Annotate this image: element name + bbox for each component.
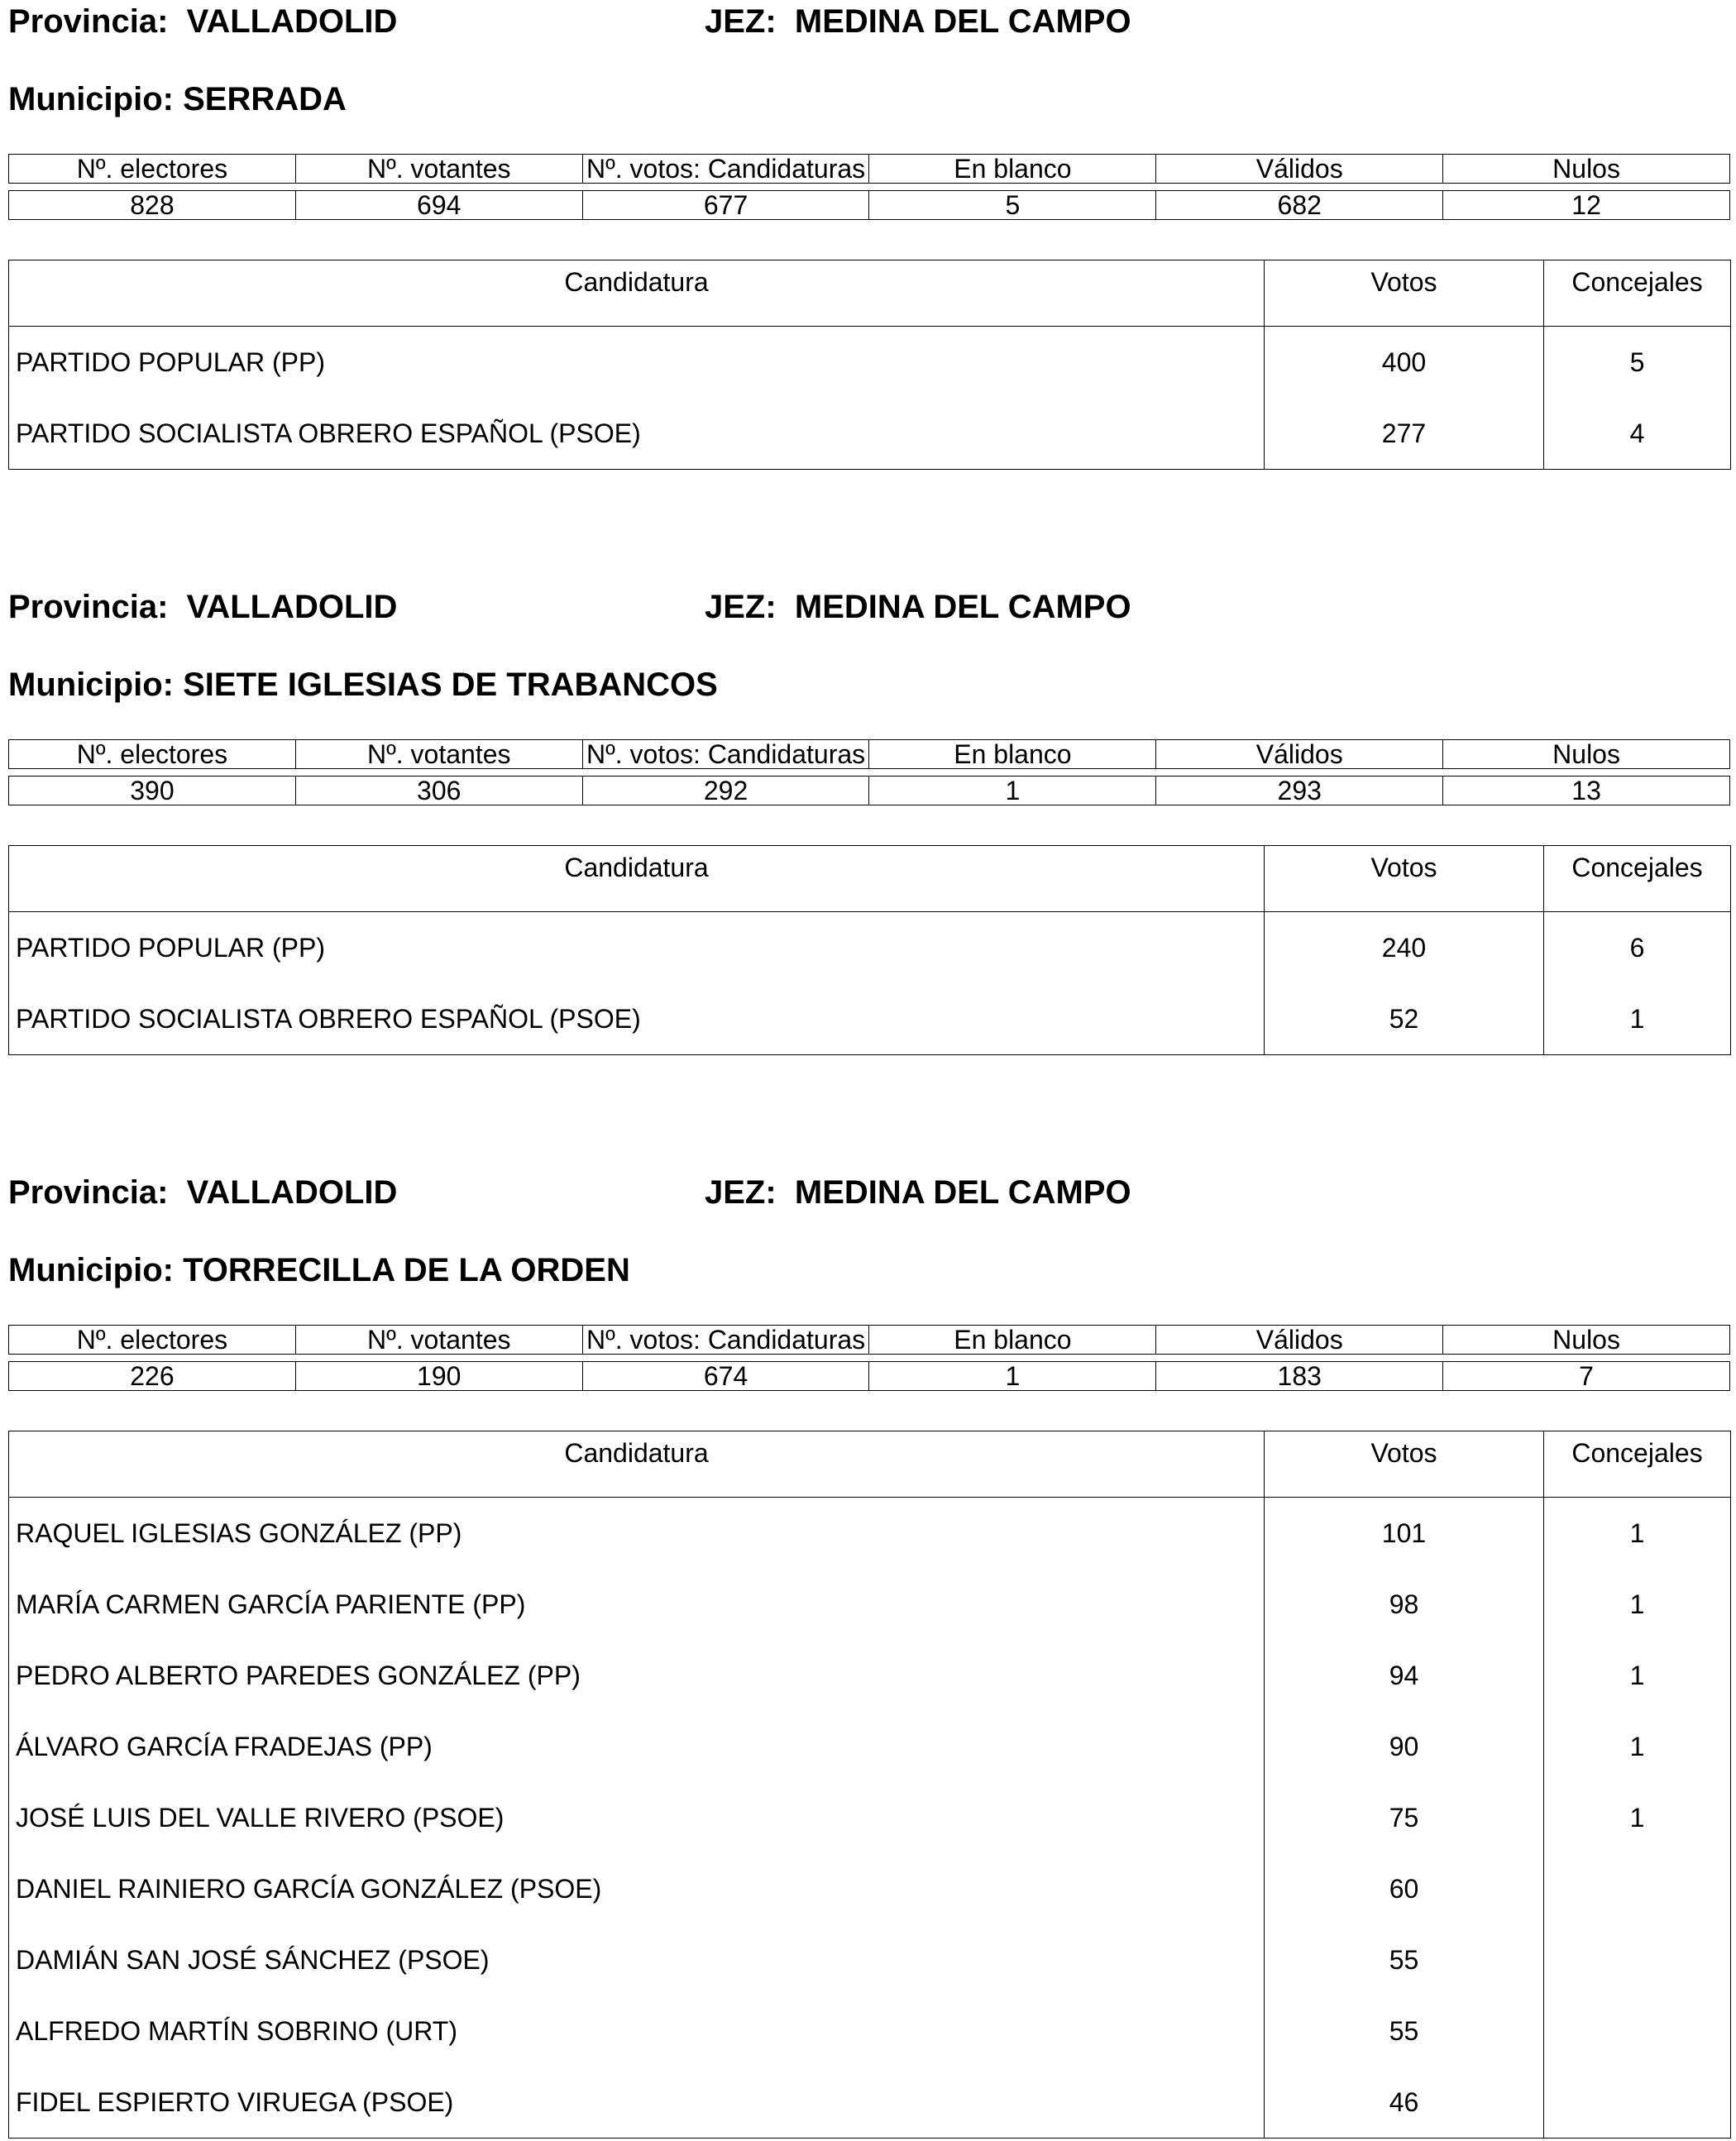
provincia-label: Provincia: <box>8 589 169 625</box>
municipio-value: SERRADA <box>183 81 347 117</box>
provincia-heading <box>8 1174 397 1216</box>
header-concejales: Concejales <box>1544 260 1731 327</box>
stats-validos: 682 <box>1156 191 1443 220</box>
candidatura-concejales: 1 <box>1544 1640 1731 1711</box>
stats-votos-candidaturas: 677 <box>582 191 869 220</box>
stats-header-nulos: Nulos <box>1443 1326 1730 1355</box>
candidatura-name: DANIEL RAINIERO GARCÍA GONZÁLEZ (PSOE) <box>9 1853 1265 1924</box>
stats-header-row <box>9 155 1730 184</box>
result-row <box>9 1782 1731 1853</box>
candidatura-votos: 46 <box>1265 2067 1544 2139</box>
candidatura-concejales <box>1544 1853 1731 1924</box>
stats-spacer <box>9 769 1730 777</box>
stats-validos: 293 <box>1156 777 1443 805</box>
candidatura-name: PARTIDO SOCIALISTA OBRERO ESPAÑOL (PSOE) <box>9 398 1265 470</box>
municipio-value: TORRECILLA DE LA ORDEN <box>183 1252 630 1288</box>
stats-table <box>8 154 1730 220</box>
stats-nulos: 12 <box>1443 191 1730 220</box>
results-table <box>8 1431 1731 2139</box>
header-candidatura: Candidatura <box>9 846 1265 912</box>
candidatura-concejales: 1 <box>1544 1498 1731 1570</box>
stats-value-row <box>9 777 1730 805</box>
stats-header-electores: Nº. electores <box>9 1326 296 1355</box>
jez-value: MEDINA DEL CAMPO <box>794 589 1131 625</box>
provincia-label: Provincia: <box>8 3 169 40</box>
stats-table <box>8 739 1730 805</box>
stats-header-row <box>9 1326 1730 1355</box>
results-table <box>8 845 1731 1055</box>
result-row <box>9 1569 1731 1640</box>
jez-value: MEDINA DEL CAMPO <box>794 3 1131 40</box>
candidatura-name: DAMIÁN SAN JOSÉ SÁNCHEZ (PSOE) <box>9 1924 1265 1995</box>
stats-value-row <box>9 1362 1730 1391</box>
stats-header-nulos: Nulos <box>1443 155 1730 184</box>
candidatura-name: ÁLVARO GARCÍA FRADEJAS (PP) <box>9 1711 1265 1782</box>
candidatura-name: PARTIDO POPULAR (PP) <box>9 912 1265 984</box>
header-votos: Votos <box>1265 1431 1544 1498</box>
candidatura-votos: 101 <box>1265 1498 1544 1570</box>
stats-value-row <box>9 191 1730 220</box>
candidatura-votos: 240 <box>1265 912 1544 984</box>
candidatura-concejales: 1 <box>1544 983 1731 1055</box>
provincia-label: Provincia: <box>8 1174 169 1211</box>
jez-heading <box>705 589 1131 630</box>
result-row <box>9 1995 1731 2067</box>
stats-header-votos-candidaturas: Nº. votos: Candidaturas <box>582 740 869 769</box>
municipio-heading <box>8 667 718 708</box>
jez-value: MEDINA DEL CAMPO <box>794 1174 1131 1211</box>
stats-header-validos: Válidos <box>1156 155 1443 184</box>
candidatura-concejales <box>1544 1995 1731 2067</box>
stats-table <box>8 1325 1730 1391</box>
candidatura-concejales <box>1544 2067 1731 2139</box>
stats-votos-candidaturas: 292 <box>582 777 869 805</box>
header-candidatura: Candidatura <box>9 1431 1265 1498</box>
stats-nulos: 13 <box>1443 777 1730 805</box>
result-row <box>9 1711 1731 1782</box>
result-row <box>9 2067 1731 2139</box>
stats-electores: 390 <box>9 777 296 805</box>
stats-header-validos: Válidos <box>1156 740 1443 769</box>
result-row <box>9 1640 1731 1711</box>
candidatura-votos: 55 <box>1265 1995 1544 2067</box>
stats-spacer <box>9 184 1730 191</box>
result-row <box>9 1924 1731 1995</box>
stats-validos: 183 <box>1156 1362 1443 1391</box>
stats-nulos: 7 <box>1443 1362 1730 1391</box>
result-row <box>9 912 1731 984</box>
provincia-value: VALLADOLID <box>186 3 398 40</box>
candidatura-name: RAQUEL IGLESIAS GONZÁLEZ (PP) <box>9 1498 1265 1570</box>
jez-heading <box>705 3 1131 45</box>
candidatura-concejales: 1 <box>1544 1782 1731 1853</box>
result-row <box>9 327 1731 399</box>
candidatura-votos: 90 <box>1265 1711 1544 1782</box>
stats-header-en-blanco: En blanco <box>869 155 1156 184</box>
stats-header-electores: Nº. electores <box>9 155 296 184</box>
candidatura-concejales: 1 <box>1544 1711 1731 1782</box>
stats-votantes: 306 <box>295 777 582 805</box>
stats-header-votos-candidaturas: Nº. votos: Candidaturas <box>582 1326 869 1355</box>
candidatura-name: MARÍA CARMEN GARCÍA PARIENTE (PP) <box>9 1569 1265 1640</box>
candidatura-votos: 55 <box>1265 1924 1544 1995</box>
candidatura-name: PARTIDO SOCIALISTA OBRERO ESPAÑOL (PSOE) <box>9 983 1265 1055</box>
candidatura-votos: 94 <box>1265 1640 1544 1711</box>
jez-label: JEZ: <box>705 589 777 625</box>
municipio-value: SIETE IGLESIAS DE TRABANCOS <box>183 667 718 703</box>
candidatura-name: JOSÉ LUIS DEL VALLE RIVERO (PSOE) <box>9 1782 1265 1853</box>
municipio-heading <box>8 81 347 122</box>
stats-en-blanco: 1 <box>869 777 1156 805</box>
provincia-value: VALLADOLID <box>186 589 398 625</box>
stats-header-validos: Válidos <box>1156 1326 1443 1355</box>
stats-header-nulos: Nulos <box>1443 740 1730 769</box>
municipio-label: Municipio: <box>8 81 174 117</box>
candidatura-votos: 52 <box>1265 983 1544 1055</box>
stats-header-electores: Nº. electores <box>9 740 296 769</box>
stats-spacer <box>9 1355 1730 1362</box>
stats-votantes: 694 <box>295 191 582 220</box>
stats-en-blanco: 1 <box>869 1362 1156 1391</box>
stats-header-row <box>9 740 1730 769</box>
provincia-heading <box>8 589 397 630</box>
results-header-row <box>9 260 1731 327</box>
stats-header-en-blanco: En blanco <box>869 1326 1156 1355</box>
candidatura-name: PARTIDO POPULAR (PP) <box>9 327 1265 399</box>
header-concejales: Concejales <box>1544 1431 1731 1498</box>
candidatura-concejales: 4 <box>1544 398 1731 470</box>
jez-heading <box>705 1174 1131 1216</box>
jez-label: JEZ: <box>705 3 777 40</box>
stats-header-votantes: Nº. votantes <box>295 1326 582 1355</box>
result-row <box>9 983 1731 1055</box>
candidatura-votos: 75 <box>1265 1782 1544 1853</box>
candidatura-concejales: 5 <box>1544 327 1731 399</box>
candidatura-votos: 400 <box>1265 327 1544 399</box>
header-votos: Votos <box>1265 260 1544 327</box>
stats-header-votos-candidaturas: Nº. votos: Candidaturas <box>582 155 869 184</box>
result-row <box>9 1498 1731 1570</box>
stats-electores: 828 <box>9 191 296 220</box>
results-table <box>8 260 1731 470</box>
results-header-row <box>9 1431 1731 1498</box>
stats-en-blanco: 5 <box>869 191 1156 220</box>
candidatura-name: PEDRO ALBERTO PAREDES GONZÁLEZ (PP) <box>9 1640 1265 1711</box>
candidatura-concejales: 1 <box>1544 1569 1731 1640</box>
candidatura-concejales: 6 <box>1544 912 1731 984</box>
header-candidatura: Candidatura <box>9 260 1265 327</box>
stats-header-votantes: Nº. votantes <box>295 155 582 184</box>
candidatura-votos: 98 <box>1265 1569 1544 1640</box>
candidatura-votos: 60 <box>1265 1853 1544 1924</box>
provincia-heading <box>8 3 397 45</box>
stats-header-votantes: Nº. votantes <box>295 740 582 769</box>
candidatura-concejales <box>1544 1924 1731 1995</box>
stats-votos-candidaturas: 674 <box>582 1362 869 1391</box>
municipio-label: Municipio: <box>8 667 174 703</box>
header-concejales: Concejales <box>1544 846 1731 912</box>
municipio-label: Municipio: <box>8 1252 174 1288</box>
provincia-value: VALLADOLID <box>186 1174 398 1211</box>
jez-label: JEZ: <box>705 1174 777 1211</box>
stats-votantes: 190 <box>295 1362 582 1391</box>
candidatura-votos: 277 <box>1265 398 1544 470</box>
stats-header-en-blanco: En blanco <box>869 740 1156 769</box>
results-header-row <box>9 846 1731 912</box>
stats-electores: 226 <box>9 1362 296 1391</box>
result-row <box>9 398 1731 470</box>
municipio-heading <box>8 1252 630 1293</box>
candidatura-name: FIDEL ESPIERTO VIRUEGA (PSOE) <box>9 2067 1265 2139</box>
header-votos: Votos <box>1265 846 1544 912</box>
candidatura-name: ALFREDO MARTÍN SOBRINO (URT) <box>9 1995 1265 2067</box>
result-row <box>9 1853 1731 1924</box>
